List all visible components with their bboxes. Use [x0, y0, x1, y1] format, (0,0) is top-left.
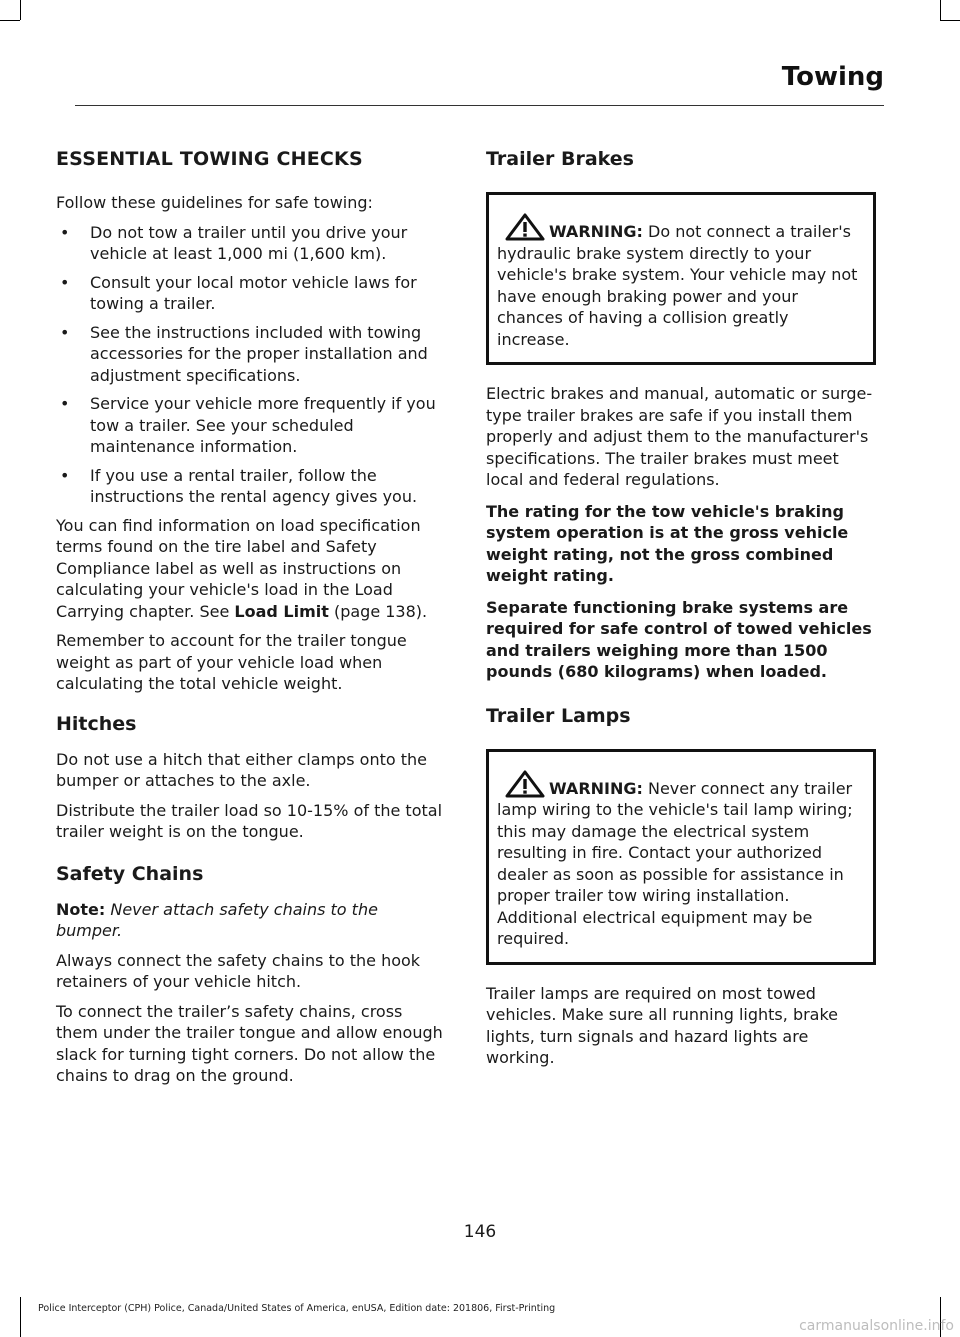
page-title: Towing: [781, 62, 884, 92]
chains-paragraph-1: Always connect the safety chains to the hook retainers of your vehicle hitch.: [56, 950, 421, 991]
bullet-icon: •: [60, 272, 70, 292]
guidelines-list: [56, 222, 446, 508]
section-title: ESSENTIAL TOWING CHECKS: [56, 148, 363, 170]
warning-label: WARNING:: [549, 778, 643, 798]
load-info-paragraph: [56, 515, 446, 623]
list-item-text: If you use a rental trailer, follow the instructions the rental agency gives you.: [90, 465, 418, 506]
note-text: Never attach safety chains to the bumper.: [56, 899, 378, 940]
note-paragraph: [56, 899, 446, 942]
chains-paragraph-2: To connect the trailer’s safety chains, cross them under the trailer tongue and allow enough slack for turning tight corners. Do not allow the chains to drag on the ground.: [56, 1001, 443, 1085]
warning-label: WARNING:: [549, 222, 643, 241]
load-limit-link[interactable]: Load Limit: [234, 601, 329, 621]
crop-mark-top-right-h: [940, 20, 960, 21]
trailer-brakes-heading: Trailer Brakes: [486, 148, 634, 170]
intro-text: Follow these guidelines for safe towing:: [56, 193, 373, 212]
crop-mark-bottom-left-v: [20, 1297, 21, 1337]
load-page-ref: (page 138).: [328, 601, 428, 621]
warning-body: Never connect any trailer lamp wiring to the vehicle's tail lamp wiring; this may damage the electrical system resulting in fire. Contact your authorized dealer as soon as possible for assistance in proper trailer tow wiring installation. Additional electrical equipment may be required.: [497, 778, 853, 948]
crop-mark-top-left-h: [0, 20, 20, 21]
list-item: [56, 272, 446, 315]
lamps-warning-box: [486, 749, 876, 965]
list-item: [56, 222, 446, 265]
brakes-paragraph-1: Electric brakes and manual, automatic or surge-type trailer brakes are safe if you install them properly and adjust them to the manufacturer's specifications. The trailer brakes must meet local and federal regulations.: [486, 384, 873, 489]
bullet-icon: •: [60, 465, 70, 485]
brakes-warning-box: [486, 192, 876, 365]
bullet-icon: •: [60, 322, 70, 342]
list-item: [56, 465, 446, 508]
lamps-warning-text: [497, 770, 865, 950]
hitches-paragraph-2: Distribute the trailer load so 10-15% of the total trailer weight is on the tongue.: [56, 800, 443, 841]
list-item: [56, 393, 446, 458]
hitches-paragraph-1: Do not use a hitch that either clamps onto the bumper or attaches to the axle.: [56, 749, 427, 790]
bullet-icon: •: [60, 222, 70, 242]
hitches-heading: Hitches: [56, 712, 137, 735]
brakes-bold-paragraph-1: The rating for the tow vehicle's braking system operation is at the gross vehicle weight rating, not the gross combined weight rating.: [486, 501, 849, 585]
page-number: 146: [463, 1222, 497, 1242]
brakes-warning-text: [497, 213, 865, 350]
crop-mark-top-left-v: [20, 0, 21, 20]
safety-chains-heading: Safety Chains: [56, 862, 204, 885]
footer-text: Police Interceptor (CPH) Police, Canada/United States of America, enUSA, Edition date: 201806, First-Printing: [38, 1303, 556, 1314]
brakes-bold-paragraph-2: Separate functioning brake systems are required for safe control of towed vehicles and trailers weighing more than 1500 pounds (680 kilograms) when loaded.: [486, 597, 872, 681]
bullet-icon: •: [60, 394, 70, 413]
lamps-paragraph-1: Trailer lamps are required on most towed vehicles. Make sure all running lights, brake lights, turn signals and hazard lights are working.: [486, 983, 839, 1067]
note-label: Note:: [56, 899, 106, 919]
crop-mark-top-right-v: [940, 0, 941, 20]
left-column: [56, 140, 446, 1095]
warning-triangle-icon: [505, 770, 545, 798]
warning-body: Do not connect a trailer's hydraulic brake system directly to your vehicle's brake system. Your vehicle may not have enough braking power and your chances of having a collision greatly increase.: [497, 222, 858, 349]
warning-triangle-icon: [505, 213, 545, 241]
right-column: [486, 140, 876, 1077]
tongue-weight-paragraph: Remember to account for the trailer tongue weight as part of your vehicle load when calculating the total vehicle weight.: [56, 631, 407, 693]
list-item-text: See the instructions included with towing accessories for the proper installation and adjustment specifications.: [90, 322, 428, 385]
list-item-text: Service your vehicle more frequently if you tow a trailer. See your scheduled maintenance information.: [90, 394, 436, 456]
watermark-text: carmanualsonline.info: [799, 1318, 954, 1334]
list-item: [56, 322, 446, 387]
list-item-text: Do not tow a trailer until you drive your vehicle at least 1,000 mi (1,600 km).: [90, 222, 408, 263]
list-item-text: Consult your local motor vehicle laws for towing a trailer.: [90, 272, 417, 313]
header-divider: [75, 105, 884, 106]
trailer-lamps-heading: Trailer Lamps: [486, 704, 631, 727]
load-info-text: You can find information on load specification terms found on the tire label and Safety Compliance label as well as instructions on calculating your vehicle's load in the Load Carrying chapter. See: [56, 515, 421, 621]
